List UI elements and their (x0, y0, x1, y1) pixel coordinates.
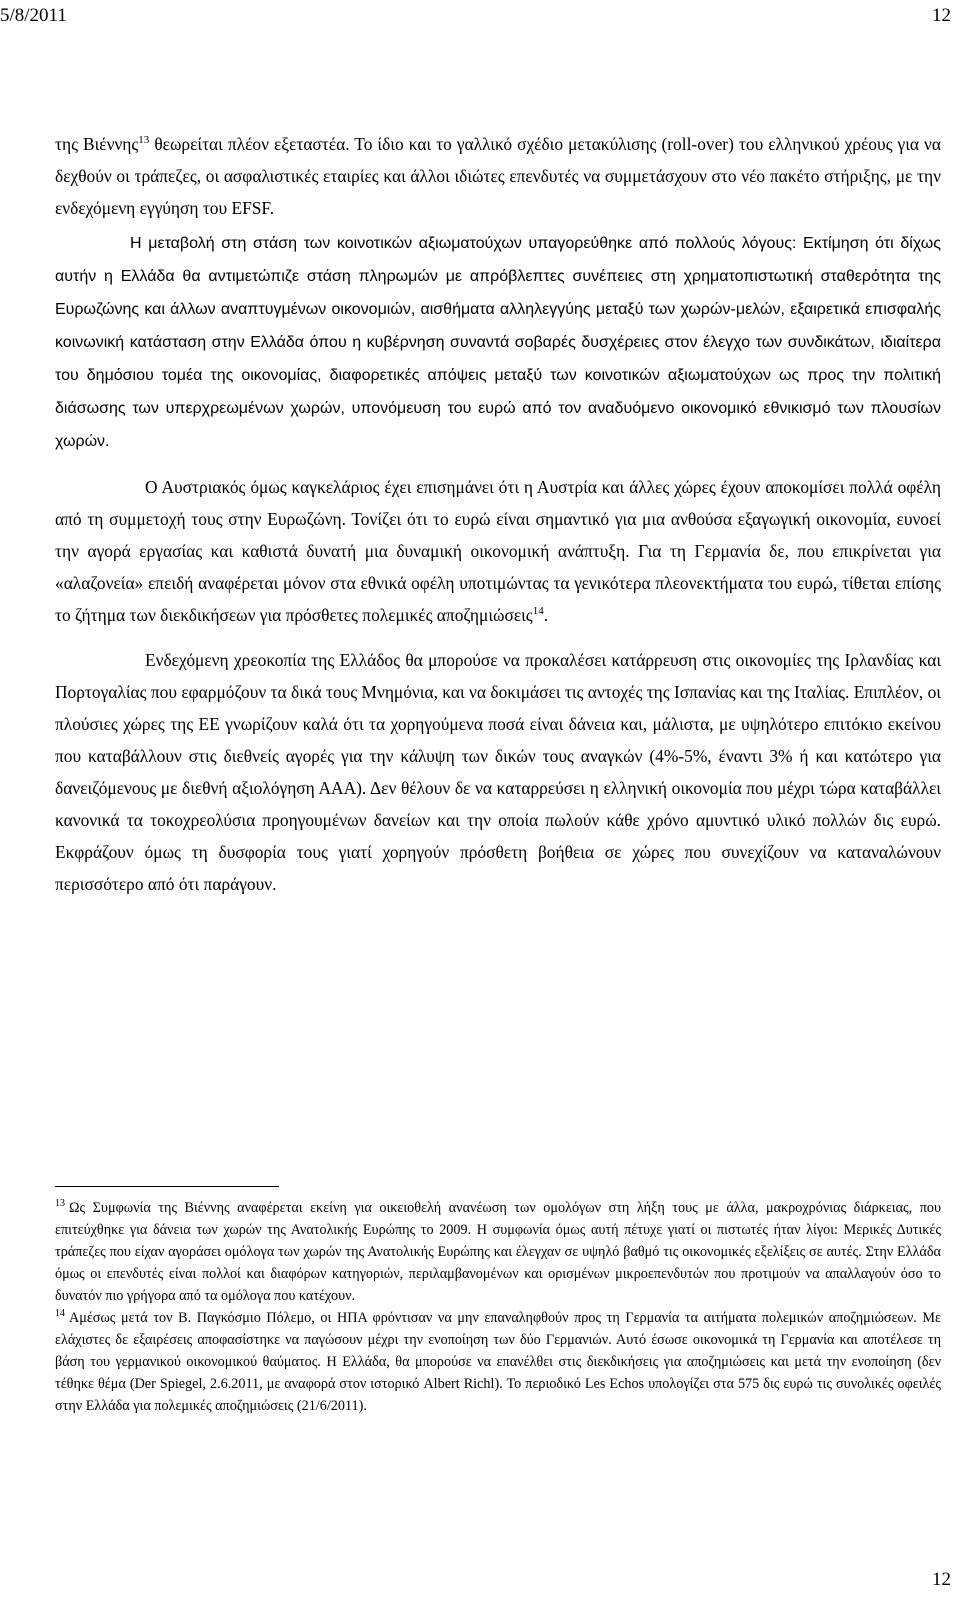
footnote-mark: 13 (55, 1198, 65, 1210)
footnote-text: Αμέσως μετά τον Β. Παγκόσμιο Πόλεμο, οι ΗΠΑ φρόντισαν να μην επαναληφθούν προς τη Γερμανία τα αιτήματα πολεμικών αποζημιώσεων. Με ελάχιστες δε εξαιρέσεις αποφασίστηκε να παγώσουν μέχρι την ενοποίηση των δύο Γερμανιών. Αυτό έσωσε οικονομικά τη Γερμανία και αποτέλεσε τη βάση του γερμανικού οικονομικού θαύματος. Η Ελλάδα, θα μπορούσε να επανέλθει στις διεκδικήσεις για αποζημιώσεις και μετά την ενοποίηση (δεν τέθηκε θέμα (Der Spiegel, 2.6.2011, με αναφορά στον ιστορικό Albert Richl). Το περιοδικό Les Echos υπολογίζει στα 575 δις ευρώ τις συνολικές οφειλές στην Ελλάδα για πολεμικές αποζημιώσεις (21/6/2011). (55, 1310, 941, 1414)
paragraph-2: Η μεταβολή στη στάση των κοινοτικών αξιωματούχων υπαγορεύθηκε από πολλούς λόγους: Εκτίμηση ότι δίχως αυτήν η Ελλάδα θα αντιμετώπιζε στάση πληρωμών με απρόβλεπτες συνέπειες στη χρηματοπιστωτική σταθερότητα της Ευρωζώνης και άλλων αναπτυγμένων οικονομιών, αισθήματα αλληλεγγύης μεταξύ των χωρών-μελών, εξαιρετικά επισφαλής κοινωνική κατάσταση στην Ελλάδα όπου η κυβέρνηση συναντά σοβαρές δυσχέρειες στον έλεγχο των συνδικάτων, ιδιαίτερα του δημόσιου τομέα της οικονομίας, διαφορετικές απόψεις μεταξύ των κοινοτικών αξιωματούχων ως προς την πολιτική διάσωσης των υπερχρεωμένων χωρών, υπονόμευση του ευρώ από τον αναδυόμενο οικονομικό εθνικισμό των πλουσίων χωρών. (55, 235, 941, 450)
footnote-13 (55, 1197, 941, 1307)
footnote-mark: 14 (55, 1308, 65, 1320)
header-page-number: 12 (932, 5, 951, 26)
header-date: 5/8/2011 (0, 5, 67, 26)
footnote-ref-14[interactable]: 14 (532, 605, 544, 618)
footnote-14 (55, 1307, 941, 1417)
paragraph-3-text-b: . (543, 605, 549, 625)
paragraph-1-text-b: θεωρείται πλέον εξεταστέα. Το ίδιο και το γαλλικό σχέδιο μετακύλισης (roll-over) του ελληνικού χρέους για να δεχθούν οι τράπεζες, οι ασφαλιστικές εταιρίες και άλλοι ιδιώτες επενδυτές να συμμετάσχουν στο νέο πακέτο στήριξης, με την ενδεχόμενη εγγύηση του EFSF. (55, 134, 942, 218)
footer-page-number: 12 (932, 1569, 951, 1590)
footnote-separator (55, 1186, 279, 1187)
footnote-ref-13[interactable]: 13 (138, 134, 150, 147)
paragraph-1-text-a: της Βιέννης (55, 134, 139, 154)
page-header (0, 4, 960, 28)
footnotes (55, 1197, 941, 1417)
body-text (55, 128, 941, 900)
paragraph-4: Ενδεχόμενη χρεοκοπία της Ελλάδος θα μπορούσε να προκαλέσει κατάρρευση στις οικονομίες της Ιρλανδίας και Πορτογαλίας που εφαρμόζουν τα δικά τους Μνημόνια, και να δοκιμάσει τις αντοχές της Ισπανίας και της Ιταλίας. Επιπλέον, οι πλούσιες χώρες της ΕΕ γνωρίζουν καλά ότι τα χορηγούμενα ποσά είναι δάνεια και, μάλιστα, με υψηλότερο επιτόκιο εκείνου που καταβάλλουν στις διεθνείς αγορές για την κάλυψη των δικών τους αναγκών (4%-5%, έναντι 3% ή και κατώτερο για δανειζόμενους με διεθνή αξιολόγηση ΑΑΑ). Δεν θέλουν δε να καταρρεύσει η ελληνική οικονομία που μέχρι τώρα καταβάλλει κανονικά τα τοκοχρεολύσια προηγουμένων δανείων και την οποία πωλούν κάθε χρόνο αμυντικό υλικό πολλών δις ευρώ. Εκφράζουν όμως τη δυσφορία τους γιατί χορηγούν πρόσθετη βοήθεια σε χώρες που συνεχίζουν να καταναλώνουν περισσότερο από ότι παράγουν. (55, 650, 941, 894)
paragraph-1 (55, 128, 941, 224)
paragraph-3-text-a: Ο Αυστριακός όμως καγκελάριος έχει επισημάνει ότι η Αυστρία και άλλες χώρες έχουν αποκομίσει πολλά οφέλη από τη συμμετοχή τους στην Ευρωζώνη. Τονίζει ότι το ευρώ είναι σημαντικό για μια ανθούσα εξαγωγική οικονομία, ευνοεί την αγορά εργασίας και καθιστά δυνατή μια δυναμική οικονομική ανάπτυξη. Για τη Γερμανία δε, που επικρίνεται για «αλαζονεία» επειδή αναφέρεται μόνον στα εθνικά οφέλη υποτιμώντας τα γενικότερα πλεονεκτήματα του ευρώ, τίθεται επίσης το ζήτημα των διεκδικήσεων για πρόσθετες πολεμικές αποζημιώσεις (55, 477, 941, 625)
paragraph-3 (55, 471, 941, 631)
footnote-text: Ως Συμφωνία της Βιέννης αναφέρεται εκείνη για οικειοθελή ανανέωση των ομολόγων στη λήξη τους με άλλα, μακροχρόνιας διάρκειας, που επιτεύχθηκε για δάνεια των χωρών της Ανατολικής Ευρώπης το 2009. Η συμφωνία όμως αυτή πέτυχε γιατί οι πιστωτές ήταν λίγοι: Μερικές Δυτικές τράπεζες που είχαν αγοράσει ομόλογα των χωρών της Ανατολικής Ευρώπης και έλεγχαν σε υψηλό βαθμό τις οικονομικές εξελίξεις σε αυτές. Στην Ελλάδα όμως οι επενδυτές είναι πολλοί και διαφόρων κατηγοριών, περιλαμβανομένων και ορισμένων μικροεπενδυτών που προτιμούν να απαλλαγούν όσο το δυνατόν πιο γρήγορα από τα ομόλογα που κατέχουν. (55, 1200, 941, 1304)
